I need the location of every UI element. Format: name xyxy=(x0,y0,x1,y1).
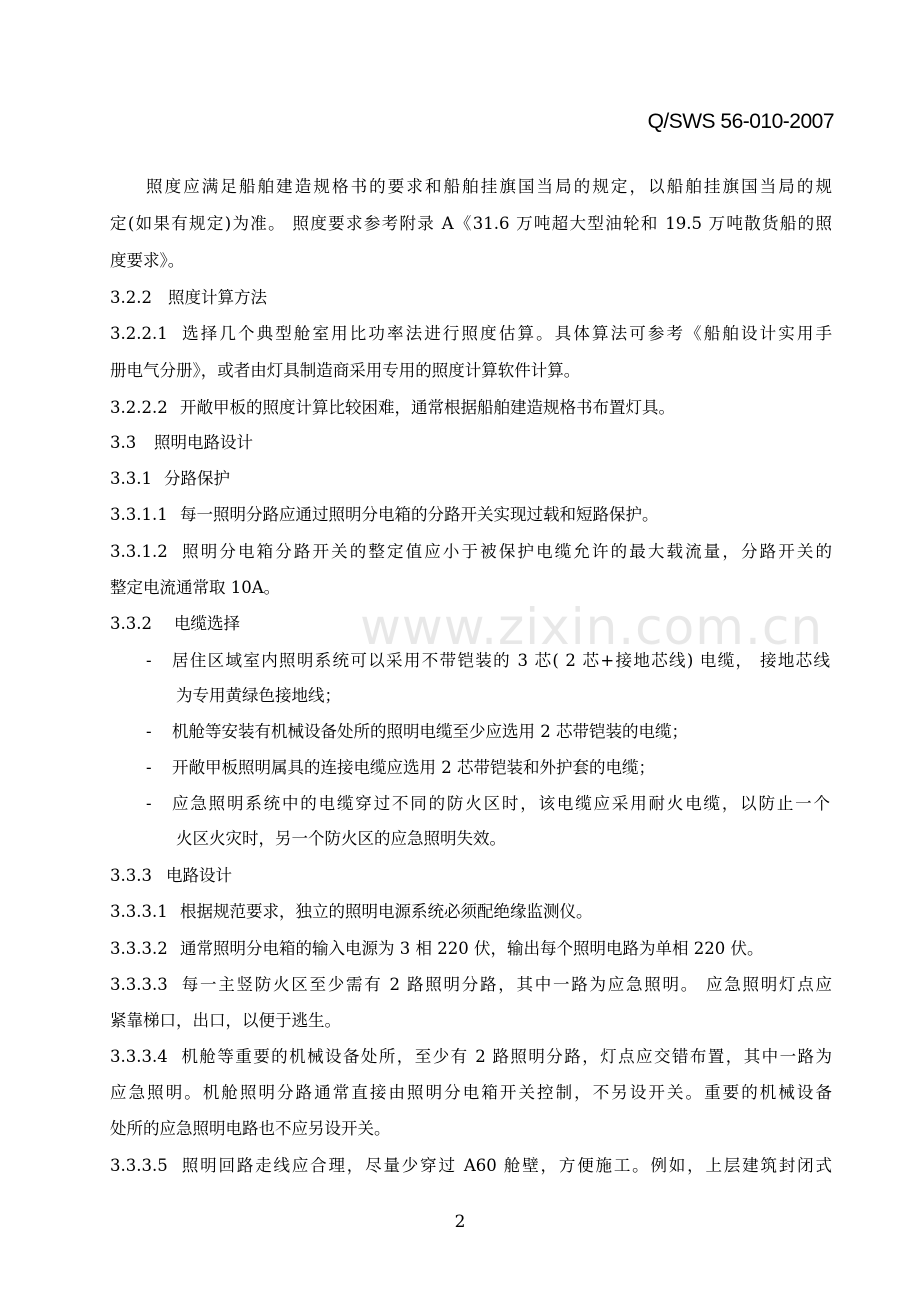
section-number: 3.3.3.2 xyxy=(110,939,168,958)
section-3-3-1-1 xyxy=(110,503,832,527)
intro-line-2: 定(如果有规定)为准。 照度要求参考附录 A《31.6 万吨超大型油轮和 19.5 万吨散货船的照 xyxy=(110,214,832,233)
section-heading: 电缆选择 xyxy=(174,614,240,633)
section-3-3-3-5-line-1 xyxy=(110,1154,832,1178)
section-3-2-2-1-line-2: 册电气分册》，或者由灯具制造商采用专用的照度计算软件计算。 xyxy=(110,361,581,380)
section-text: 开敞甲板的照度计算比较困难，通常根据船舶建造规格书布置灯具。 xyxy=(180,398,675,417)
section-3-3-3-2 xyxy=(110,937,832,961)
bullet-4-line-2: 火区火灾时，另一个防火区的应急照明失效。 xyxy=(176,829,506,848)
section-heading: 分路保护 xyxy=(164,469,230,488)
section-3-3-1-2-line-2: 整定电流通常取 10A。 xyxy=(110,578,281,597)
section-number: 3.3.1 xyxy=(110,469,152,488)
section-3-3-3-3-line-2: 紧靠梯口，出口，以便于逃生。 xyxy=(110,1011,341,1030)
section-heading: 照度计算方法 xyxy=(168,288,267,307)
section-heading: 电路设计 xyxy=(166,866,232,885)
section-3-3-1 xyxy=(110,467,832,491)
section-3-2-2-2 xyxy=(110,396,832,420)
section-number: 3.3.1.2 xyxy=(110,542,168,561)
section-3-3-3-1 xyxy=(110,900,832,924)
section-number: 3.3.3.4 xyxy=(110,1047,168,1066)
section-3-3-3-3-line-1 xyxy=(110,973,832,997)
bullet-4-line-1: 应急照明系统中的电缆穿过不同的防火区时，该电缆应采用耐火电缆，以防止一个 xyxy=(172,794,830,813)
section-heading: 照明电路设计 xyxy=(154,433,253,452)
page-number: 2 xyxy=(454,1212,466,1232)
watermark: www.zixin.com.cn xyxy=(360,598,824,656)
intro-line-1: 照度应满足船舶建造规格书的要求和船舶挂旗国当局的规定，以船舶挂旗国当局的规 xyxy=(146,177,832,196)
bullet-dash: - xyxy=(146,758,152,777)
section-text: 照明回路走线应合理，尽量少穿过 A60 舱壁，方便施工。例如，上层建筑封闭式 xyxy=(180,1156,832,1175)
section-number: 3.3 xyxy=(110,433,137,452)
section-number: 3.2.2 xyxy=(110,288,152,307)
section-number: 3.3.3.1 xyxy=(110,902,168,921)
section-text: 机舱等重要的机械设备处所，至少有 2 路照明分路，灯点应交错布置，其中一路为 xyxy=(180,1047,832,1066)
section-3-3-2 xyxy=(110,612,832,636)
section-text: 每一照明分路应通过照明分电箱的分路开关实现过载和短路保护。 xyxy=(180,505,659,524)
section-number: 3.2.2.2 xyxy=(110,398,168,417)
section-number: 3.3.3.3 xyxy=(110,975,168,994)
section-number: 3.3.3.5 xyxy=(110,1156,168,1175)
bullet-dash: - xyxy=(146,722,152,741)
section-3-3 xyxy=(110,431,832,455)
section-3-2-2 xyxy=(110,286,832,310)
section-text: 照明分电箱分路开关的整定值应小于被保护电缆允许的最大载流量，分路开关的 xyxy=(180,542,832,561)
bullet-1-line-2: 为专用黄绿色接地线； xyxy=(176,686,341,705)
section-text: 根据规范要求，独立的照明电源系统必须配绝缘监测仪。 xyxy=(180,902,593,921)
document-code: Q/SWS 56-010-2007 xyxy=(647,110,834,133)
section-3-3-3 xyxy=(110,864,832,888)
bullet-2-line-1: 机舱等安装有机械设备处所的照明电缆至少应选用 2 芯带铠装的电缆； xyxy=(172,722,688,741)
section-3-3-3-4-line-1 xyxy=(110,1045,832,1069)
bullet-1-line-1: 居住区域室内照明系统可以采用不带铠装的 3 芯( 2 芯+接地芯线) 电缆， 接地芯线 xyxy=(172,651,830,670)
section-number: 3.3.2 xyxy=(110,614,152,633)
section-number: 3.3.1.1 xyxy=(110,505,168,524)
section-text: 选择几个典型舱室用比功率法进行照度估算。具体算法可参考《船舶设计实用手 xyxy=(180,324,832,343)
section-number: 3.3.3 xyxy=(110,866,152,885)
bullet-3-line-1: 开敞甲板照明属具的连接电缆应选用 2 芯带铠装和外护套的电缆； xyxy=(172,758,655,777)
section-text: 通常照明分电箱的输入电源为 3 相 220 伏，输出每个照明电路为单相 220 伏。 xyxy=(180,939,764,958)
section-text: 每一主竖防火区至少需有 2 路照明分路，其中一路为应急照明。 应急照明灯点应 xyxy=(180,975,832,994)
section-3-3-3-4-line-2: 应急照明。机舱照明分路通常直接由照明分电箱开关控制，不另设开关。重要的机械设备 xyxy=(110,1083,832,1102)
section-3-3-1-2-line-1 xyxy=(110,540,832,564)
section-3-2-2-1-line-1 xyxy=(110,322,832,346)
bullet-dash: - xyxy=(146,794,152,813)
section-number: 3.2.2.1 xyxy=(110,324,168,343)
intro-line-3: 度要求》。 xyxy=(110,251,185,270)
bullet-dash: - xyxy=(146,651,152,670)
section-3-3-3-4-line-3: 处所的应急照明电路也不应另设开关。 xyxy=(110,1119,391,1138)
